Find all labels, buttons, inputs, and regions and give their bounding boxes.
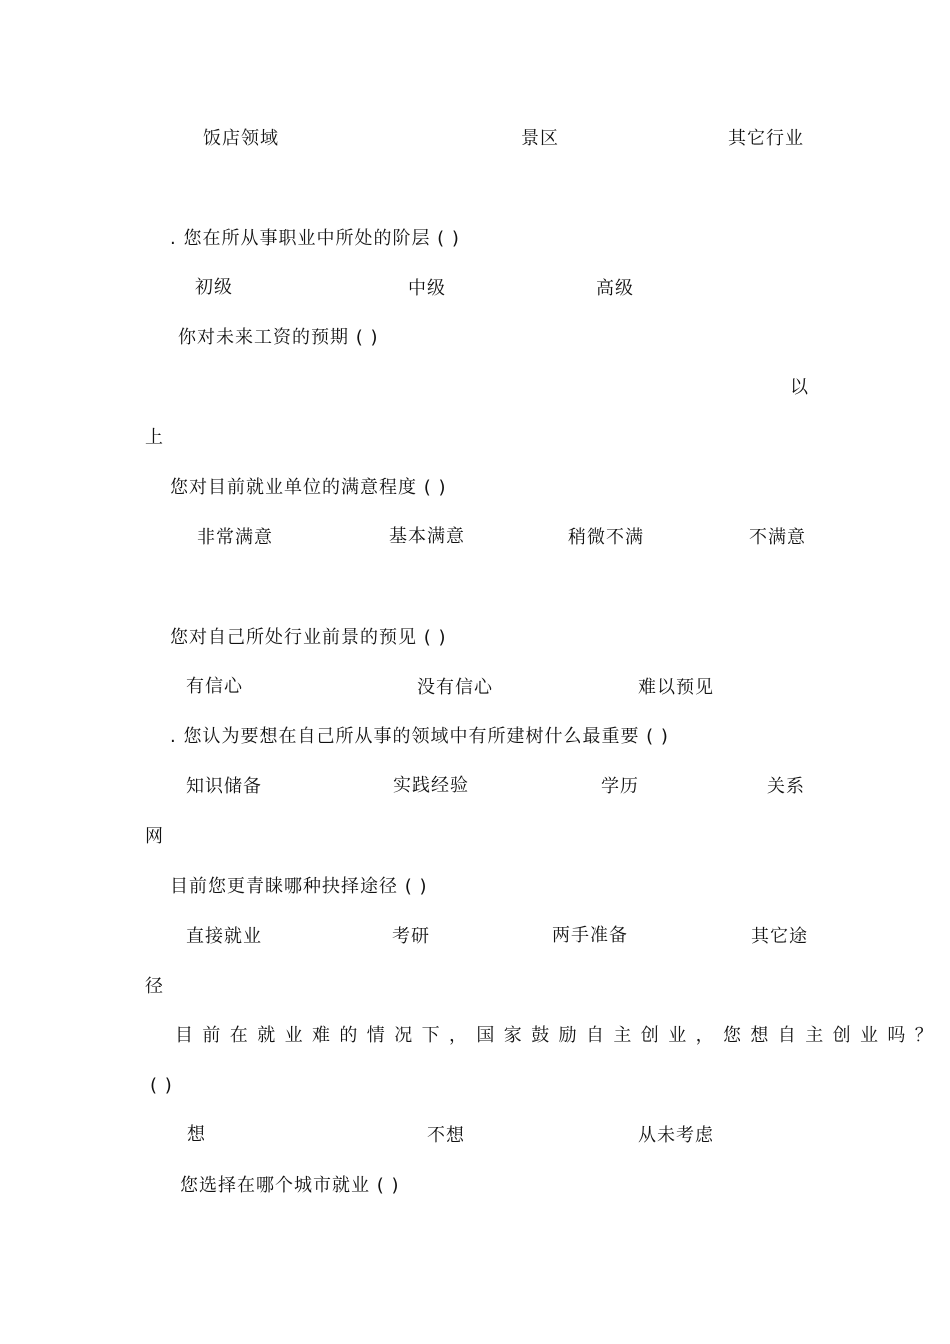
option-not-confident: 没有信心 bbox=[417, 677, 493, 698]
option-very-satisfied: 非常满意 bbox=[197, 527, 273, 548]
option-dont-want: 不想 bbox=[427, 1125, 465, 1146]
option-network: 关系 bbox=[767, 776, 805, 797]
question-startup: 目前在就业难的情况下，国家鼓励自主创业，您想自主创业吗？ bbox=[175, 1025, 943, 1046]
startup-answer-blank: ( ) bbox=[150, 1075, 173, 1096]
question-career-level: . 您在所从事职业中所处的阶层 ( ) bbox=[170, 228, 460, 249]
path-wrap-start: 径 bbox=[145, 976, 164, 997]
question-industry-outlook: 您对自己所处行业前景的预见 ( ) bbox=[170, 627, 447, 648]
option-both: 两手准备 bbox=[552, 925, 628, 946]
option-confident: 有信心 bbox=[186, 676, 243, 697]
question-satisfaction: 您对目前就业单位的满意程度 ( ) bbox=[170, 477, 447, 498]
question-city: 您选择在哪个城市就业 ( ) bbox=[180, 1175, 400, 1196]
question-salary-expectation: 你对未来工资的预期 ( ) bbox=[178, 327, 379, 348]
option-practice: 实践经验 bbox=[393, 775, 469, 796]
option-education: 学历 bbox=[601, 776, 639, 797]
option-scenic: 景区 bbox=[521, 128, 559, 149]
option-knowledge: 知识储备 bbox=[186, 776, 262, 797]
option-dissatisfied: 不满意 bbox=[749, 527, 806, 548]
option-hard-to-predict: 难以预见 bbox=[638, 677, 714, 698]
option-junior: 初级 bbox=[195, 277, 233, 298]
question-path-choice: 目前您更青睐哪种抉择途径 ( ) bbox=[170, 876, 428, 897]
question-most-important: . 您认为要想在自己所从事的领域中有所建树什么最重要 ( ) bbox=[170, 726, 669, 747]
option-direct-employment: 直接就业 bbox=[186, 926, 262, 947]
option-basically-satisfied: 基本满意 bbox=[389, 526, 465, 547]
option-want: 想 bbox=[187, 1124, 206, 1145]
option-other-industry: 其它行业 bbox=[728, 128, 804, 149]
option-senior: 高级 bbox=[596, 278, 634, 299]
option-never-considered: 从未考虑 bbox=[638, 1125, 714, 1146]
salary-wrap-end: 以 bbox=[790, 377, 809, 398]
option-hotel: 饭店领域 bbox=[203, 128, 279, 149]
option-other-path: 其它途 bbox=[751, 926, 808, 947]
option-middle: 中级 bbox=[408, 278, 446, 299]
network-wrap-start: 网 bbox=[145, 826, 164, 847]
option-graduate-exam: 考研 bbox=[392, 926, 430, 947]
option-slightly-dissatisfied: 稍微不满 bbox=[568, 527, 644, 548]
salary-wrap-start: 上 bbox=[145, 427, 164, 448]
